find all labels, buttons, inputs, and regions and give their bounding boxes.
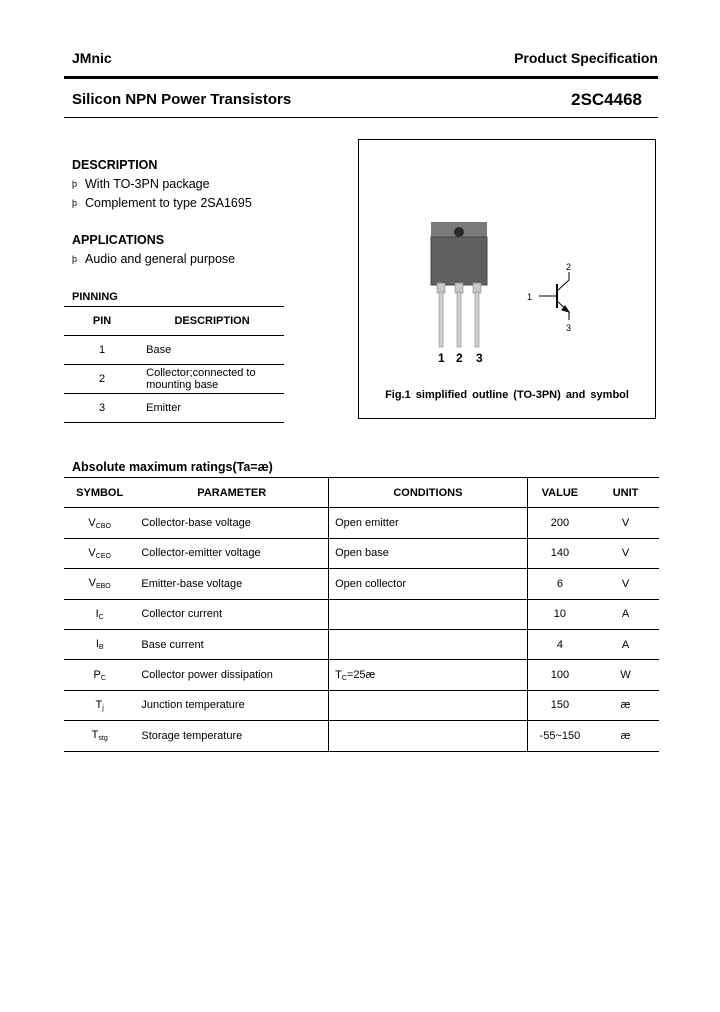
bullet-icon: þ	[72, 254, 78, 264]
conditions-column-header: CONDITIONS	[329, 478, 528, 508]
part-number: 2SC4468	[571, 90, 642, 109]
parameter-cell: Junction temperature	[135, 690, 328, 720]
symbol-subscript: stg	[98, 735, 108, 743]
symbol-subscript: C	[98, 613, 104, 621]
conditions-cell	[329, 660, 528, 690]
symbol-subscript: EBO	[95, 583, 111, 591]
conditions-cell	[329, 569, 528, 599]
header-rule	[64, 76, 658, 79]
unit-cell: A	[592, 599, 659, 629]
parameter-cell: Collector-emitter voltage	[135, 538, 328, 568]
symbol-column-header: SYMBOL	[64, 478, 135, 508]
value-cell: 6	[527, 569, 592, 599]
symbol-text: V	[88, 577, 96, 590]
lead-shoulder	[473, 283, 481, 293]
value-cell: 140	[527, 538, 592, 568]
symbol-text: P	[93, 668, 101, 681]
conditions-subscript: C	[341, 674, 347, 682]
unit-cell: V	[592, 569, 659, 599]
pin-description	[140, 365, 284, 394]
description-item	[72, 196, 252, 210]
symbol-text: T	[91, 729, 99, 742]
symbol-cell	[64, 721, 135, 751]
ratings-heading: Absolute maximum ratings(Ta=æ)	[72, 460, 273, 474]
package-body	[431, 237, 487, 285]
figure-caption: Fig.1 simplified outline (TO-3PN) and symbol	[385, 389, 629, 401]
bullet-icon: þ	[72, 198, 78, 208]
lead-2	[457, 292, 461, 347]
unit-cell: A	[592, 629, 659, 659]
value-cell: -55~150	[527, 721, 592, 751]
value-cell: 150	[527, 690, 592, 720]
symbol-subscript: C	[100, 674, 106, 682]
symbol-text: I	[95, 638, 99, 651]
table-row	[64, 690, 659, 720]
parameter-cell: Collector-base voltage	[135, 508, 328, 538]
table-row	[64, 336, 284, 365]
brand-name: JMnic	[72, 50, 112, 66]
symbol-cell	[64, 569, 135, 599]
conditions-cell	[329, 629, 528, 659]
figure-box	[358, 139, 656, 419]
mounting-hole	[454, 227, 464, 237]
table-row	[64, 629, 659, 659]
npn-symbol	[539, 272, 569, 320]
symbol-subscript: CEO	[95, 552, 111, 560]
conditions-text: Open emitter	[335, 517, 399, 530]
application-item	[72, 252, 235, 266]
symbol-cell	[64, 690, 135, 720]
bullet-icon: þ	[72, 179, 78, 189]
application-text: Audio and general purpose	[85, 252, 236, 266]
table-row	[64, 721, 659, 751]
pin-column-header: PIN	[64, 307, 140, 336]
table-row	[64, 365, 284, 394]
symbol-text: T	[95, 698, 103, 711]
parameter-column-header: PARAMETER	[135, 478, 328, 508]
lead-3	[475, 292, 479, 347]
description-item	[72, 177, 210, 191]
pinning-heading: PINNING	[72, 291, 118, 303]
pin-description-text: Collector;connected to mounting base	[146, 367, 256, 391]
symbol-text: V	[88, 516, 96, 529]
symbol-cell	[64, 538, 135, 568]
conditions-cell	[329, 599, 528, 629]
value-cell: 200	[527, 508, 592, 538]
description-heading: DESCRIPTION	[72, 158, 158, 172]
description-text: Complement to type 2SA1695	[85, 196, 252, 210]
symbol-cell	[64, 629, 135, 659]
value-cell: 10	[527, 599, 592, 629]
symbol-subscript: j	[102, 704, 104, 712]
symbol-text: I	[95, 607, 99, 620]
pin-description: Base	[140, 336, 284, 365]
package-outline-drawing	[359, 140, 655, 380]
lead-1	[439, 292, 443, 347]
value-cell: 4	[527, 629, 592, 659]
pin-number: 2	[64, 365, 140, 394]
parameter-cell: Collector current	[135, 599, 328, 629]
document-type: Product Specification	[514, 50, 658, 66]
lead-shoulder	[455, 283, 463, 293]
conditions-text: Open base	[335, 547, 389, 560]
table-row	[64, 508, 659, 538]
table-header-row	[64, 478, 659, 508]
applications-heading: APPLICATIONS	[72, 233, 165, 247]
document-title: Silicon NPN Power Transistors	[72, 91, 292, 108]
pin-label-3: 3	[476, 351, 483, 365]
unit-column-header: UNIT	[592, 478, 659, 508]
value-column-header: VALUE	[527, 478, 592, 508]
table-row	[64, 660, 659, 690]
conditions-tail: =25æ	[346, 668, 376, 681]
pin-number: 3	[64, 394, 140, 423]
conditions-cell	[329, 690, 528, 720]
symbol-cell	[64, 508, 135, 538]
parameter-cell: Storage temperature	[135, 721, 328, 751]
table-row	[64, 569, 659, 599]
parameter-cell: Emitter-base voltage	[135, 569, 328, 599]
pin-label-2: 2	[456, 351, 463, 365]
symbol-label-base: 1	[527, 292, 533, 302]
unit-cell: æ	[592, 721, 659, 751]
title-rule	[64, 117, 658, 118]
symbol-label-collector: 2	[566, 262, 572, 272]
parameter-cell: Base current	[135, 629, 328, 659]
description-text: With TO-3PN package	[85, 177, 210, 191]
symbol-subscript: CBO	[95, 522, 111, 530]
ratings-table	[64, 477, 659, 752]
pin-number: 1	[64, 336, 140, 365]
symbol-cell	[64, 660, 135, 690]
description-column-header: DESCRIPTION	[140, 307, 284, 336]
conditions-cell	[329, 721, 528, 751]
symbol-label-emitter: 3	[566, 323, 572, 333]
pinning-table	[64, 306, 284, 423]
table-row	[64, 599, 659, 629]
table-row	[64, 538, 659, 568]
unit-cell: W	[592, 660, 659, 690]
symbol-subscript: B	[98, 644, 104, 652]
unit-cell: V	[592, 538, 659, 568]
pin-label-1: 1	[438, 351, 445, 365]
symbol-text: V	[88, 546, 96, 559]
parameter-cell: Collector power dissipation	[135, 660, 328, 690]
symbol-cell	[64, 599, 135, 629]
table-row	[64, 394, 284, 423]
unit-cell: V	[592, 508, 659, 538]
table-header-row	[64, 307, 284, 336]
conditions-cell	[329, 508, 528, 538]
lead-shoulder	[437, 283, 445, 293]
conditions-text: T	[335, 668, 342, 681]
value-cell: 100	[527, 660, 592, 690]
conditions-text: Open collector	[335, 577, 407, 590]
conditions-cell	[329, 538, 528, 568]
pin-description: Emitter	[140, 394, 284, 423]
unit-cell: æ	[592, 690, 659, 720]
